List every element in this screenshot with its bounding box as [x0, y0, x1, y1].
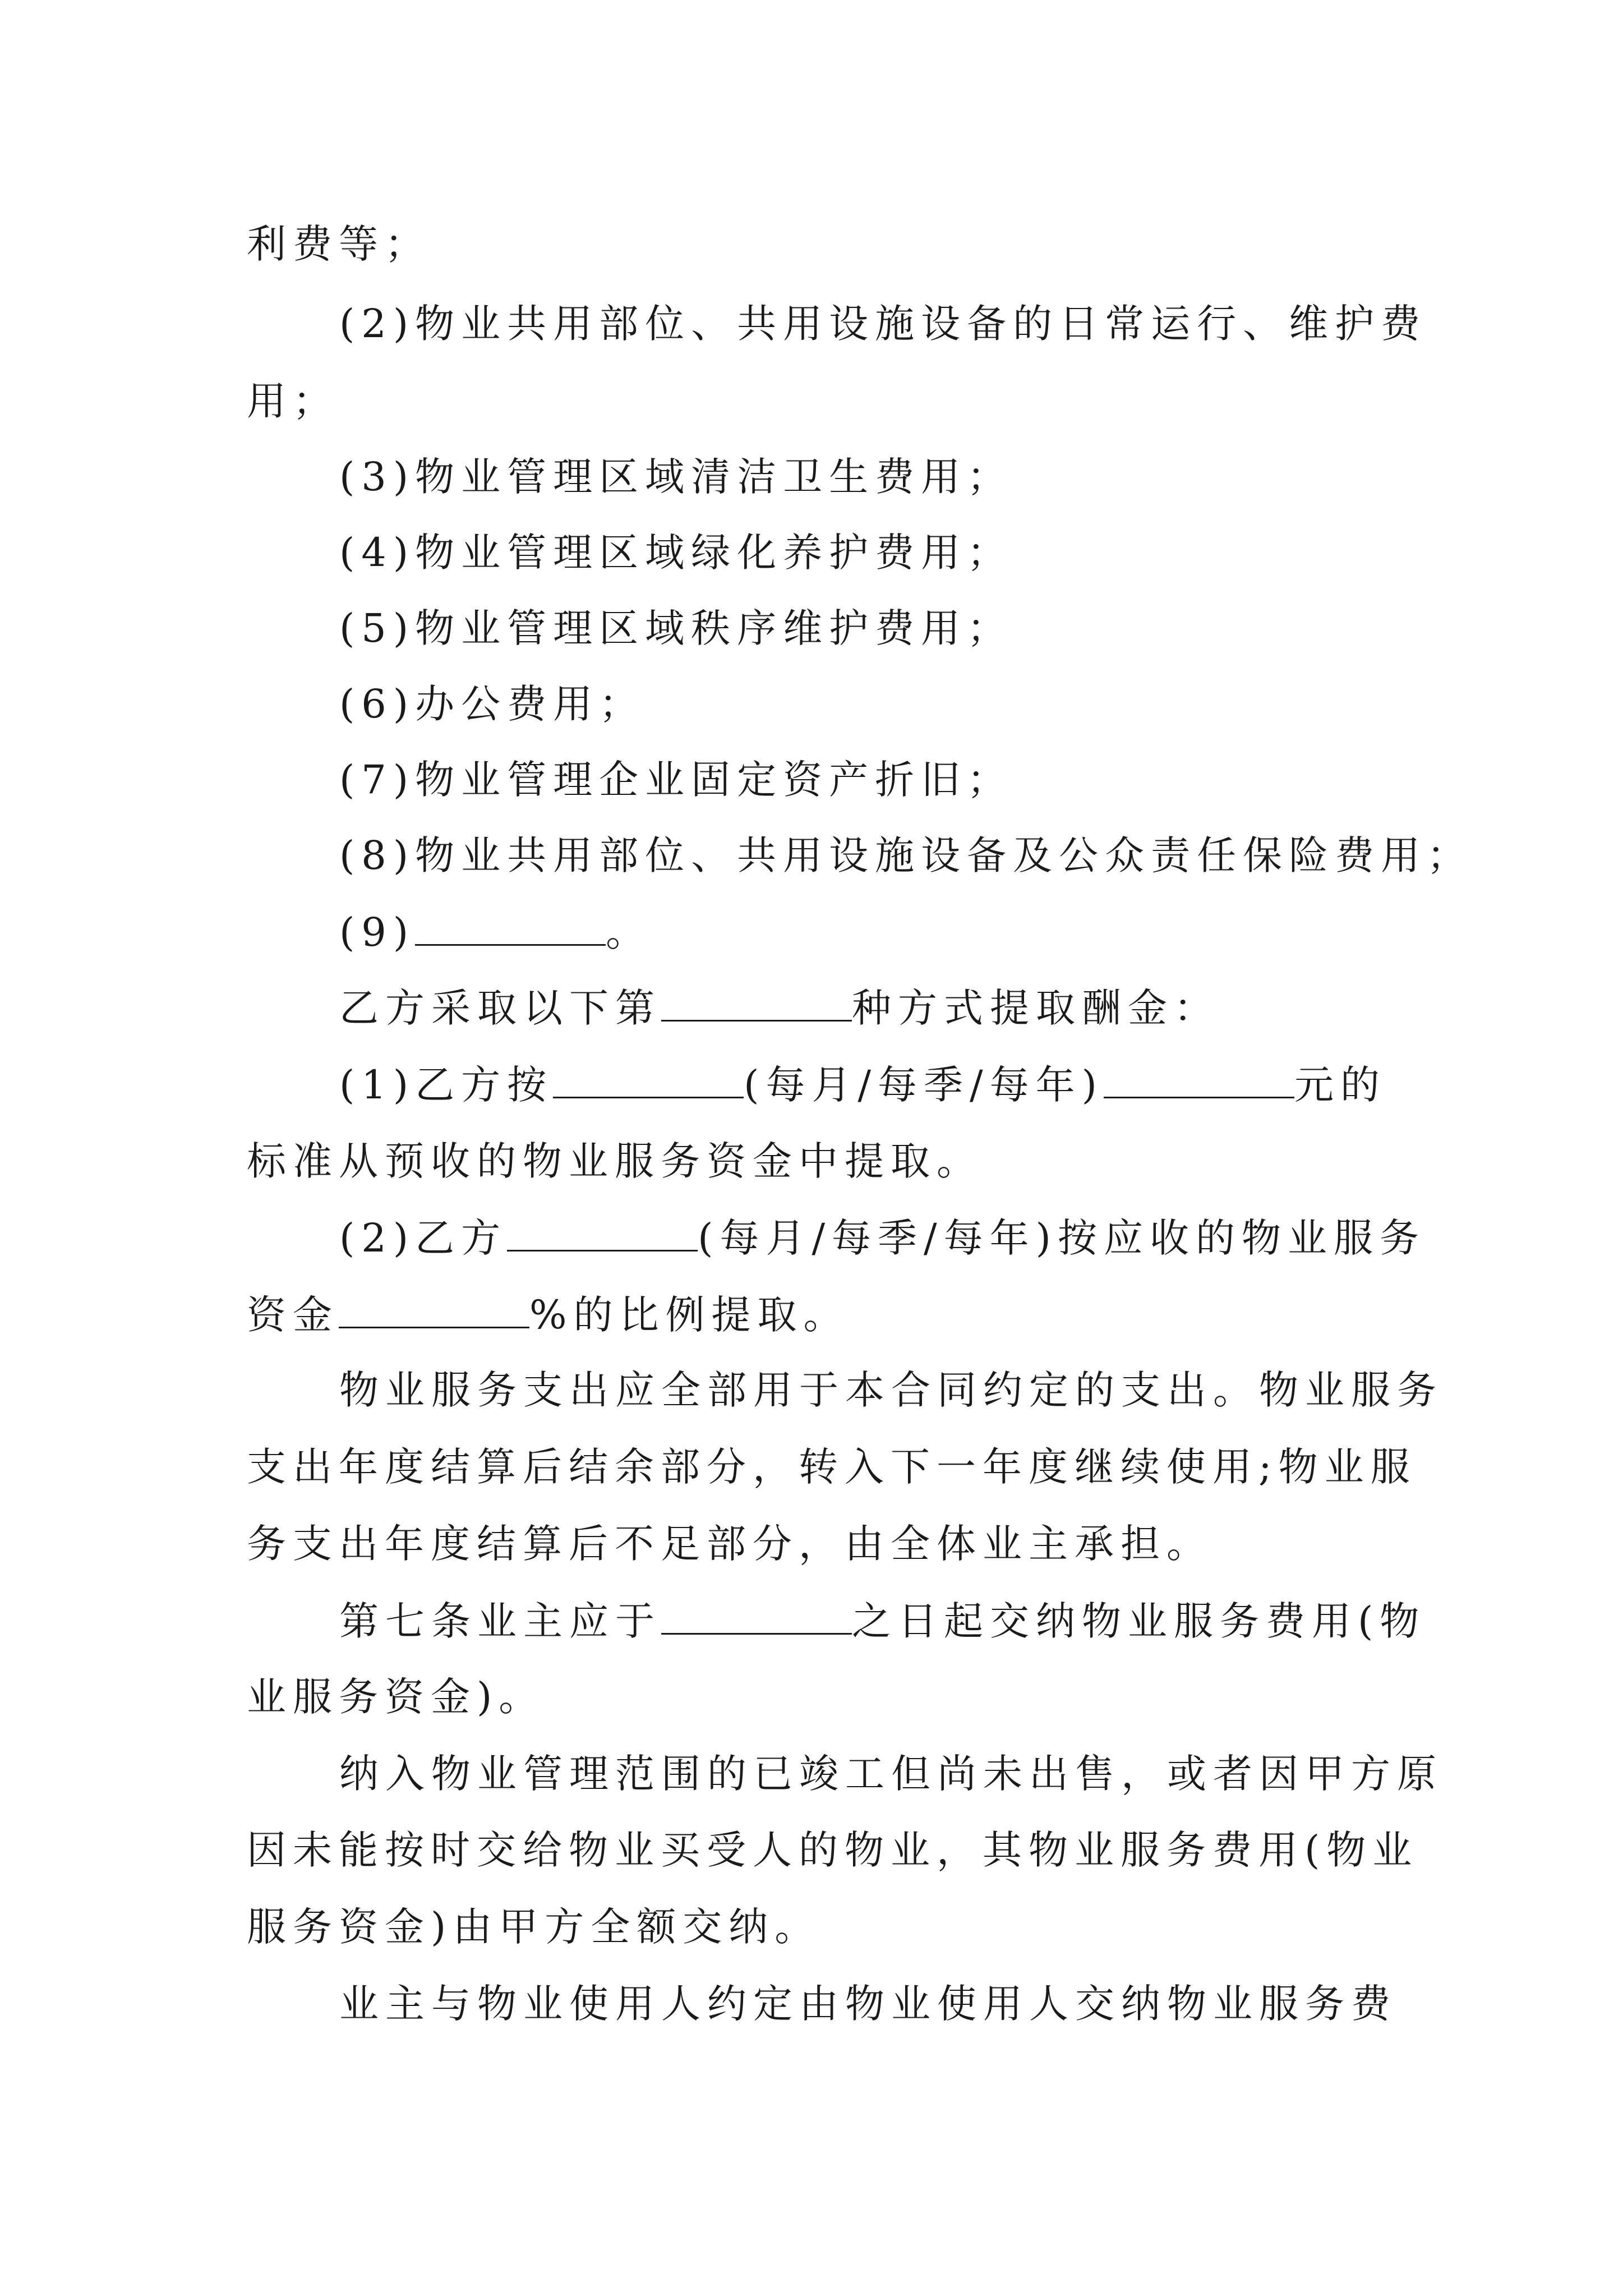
- paragraph-line: 物业服务支出应全部用于本合同约定的支出。物业服务: [339, 1367, 1443, 1413]
- text-fragment: 元的: [1294, 1062, 1386, 1108]
- text-fragment: 。: [606, 909, 652, 955]
- list-item-5: (5)物业管理区域秩序维护费用；: [339, 605, 1013, 651]
- text-line: 标准从预收的物业服务资金中提取。: [247, 1138, 983, 1184]
- list-number: (9): [339, 909, 416, 955]
- fill-in-blank: [661, 1600, 852, 1635]
- paragraph-line: 业主与物业使用人约定由物业使用人交纳物业服务费: [339, 1981, 1397, 2027]
- list-item-9: [339, 909, 652, 955]
- fee-method-line: [339, 985, 1220, 1031]
- fill-in-blank: [507, 1217, 698, 1251]
- list-item-8: (8)物业共用部位、共用设施设备及公众责任保险费用；: [339, 832, 1473, 878]
- fill-in-blank: [339, 1294, 529, 1328]
- text-fragment: (1)乙方按: [339, 1062, 554, 1108]
- paragraph-line: 纳入物业管理范围的已竣工但尚未出售，或者因甲方原: [339, 1751, 1443, 1797]
- list-item-4: (4)物业管理区域绿化养护费用；: [339, 530, 1013, 576]
- list-item-7: (7)物业管理企业固定资产折旧；: [339, 757, 1013, 803]
- text-fragment: 资金: [247, 1292, 339, 1338]
- method-2-line: [339, 1215, 1426, 1261]
- article-7-line: [339, 1598, 1426, 1644]
- text-fragment: (2)乙方: [339, 1215, 508, 1261]
- text-fragment: (每月/每季/每年): [744, 1062, 1104, 1108]
- text-fragment: 第七条业主应于: [339, 1598, 661, 1644]
- text-fragment: 种方式提取酬金：: [852, 985, 1220, 1031]
- method-1-line: [339, 1062, 1386, 1108]
- fill-in-blank: [415, 912, 606, 946]
- fill-in-blank: [553, 1064, 744, 1098]
- paragraph-line: 业服务资金)。: [247, 1674, 545, 1720]
- text-line: 用；: [247, 378, 339, 424]
- text-fragment: %的比例提取。: [529, 1292, 850, 1338]
- text-line: [247, 1292, 850, 1338]
- paragraph-line: 支出年度结算后结余部分，转入下一年度继续使用;物业服: [247, 1444, 1417, 1490]
- text-fragment: 之日起交纳物业服务费用(物: [852, 1598, 1426, 1644]
- text-line: 利费等；: [247, 221, 431, 267]
- paragraph-line: 服务资金)由甲方全额交纳。: [247, 1904, 821, 1950]
- fill-in-blank: [661, 987, 852, 1022]
- paragraph-line: 因未能按时交给物业买受人的物业，其物业服务费用(物业: [247, 1827, 1419, 1873]
- text-fragment: 乙方采取以下第: [339, 985, 661, 1031]
- list-item-6: (6)办公费用；: [339, 681, 645, 727]
- paragraph-line: 务支出年度结算后不足部分，由全体业主承担。: [247, 1521, 1212, 1567]
- fill-in-blank: [1104, 1064, 1294, 1098]
- list-item-2: (2)物业共用部位、共用设施设备的日常运行、维护费: [339, 301, 1427, 347]
- list-item-3: (3)物业管理区域清洁卫生费用；: [339, 454, 1013, 500]
- text-fragment: (每月/每季/每年)按应收的物业服务: [698, 1215, 1426, 1261]
